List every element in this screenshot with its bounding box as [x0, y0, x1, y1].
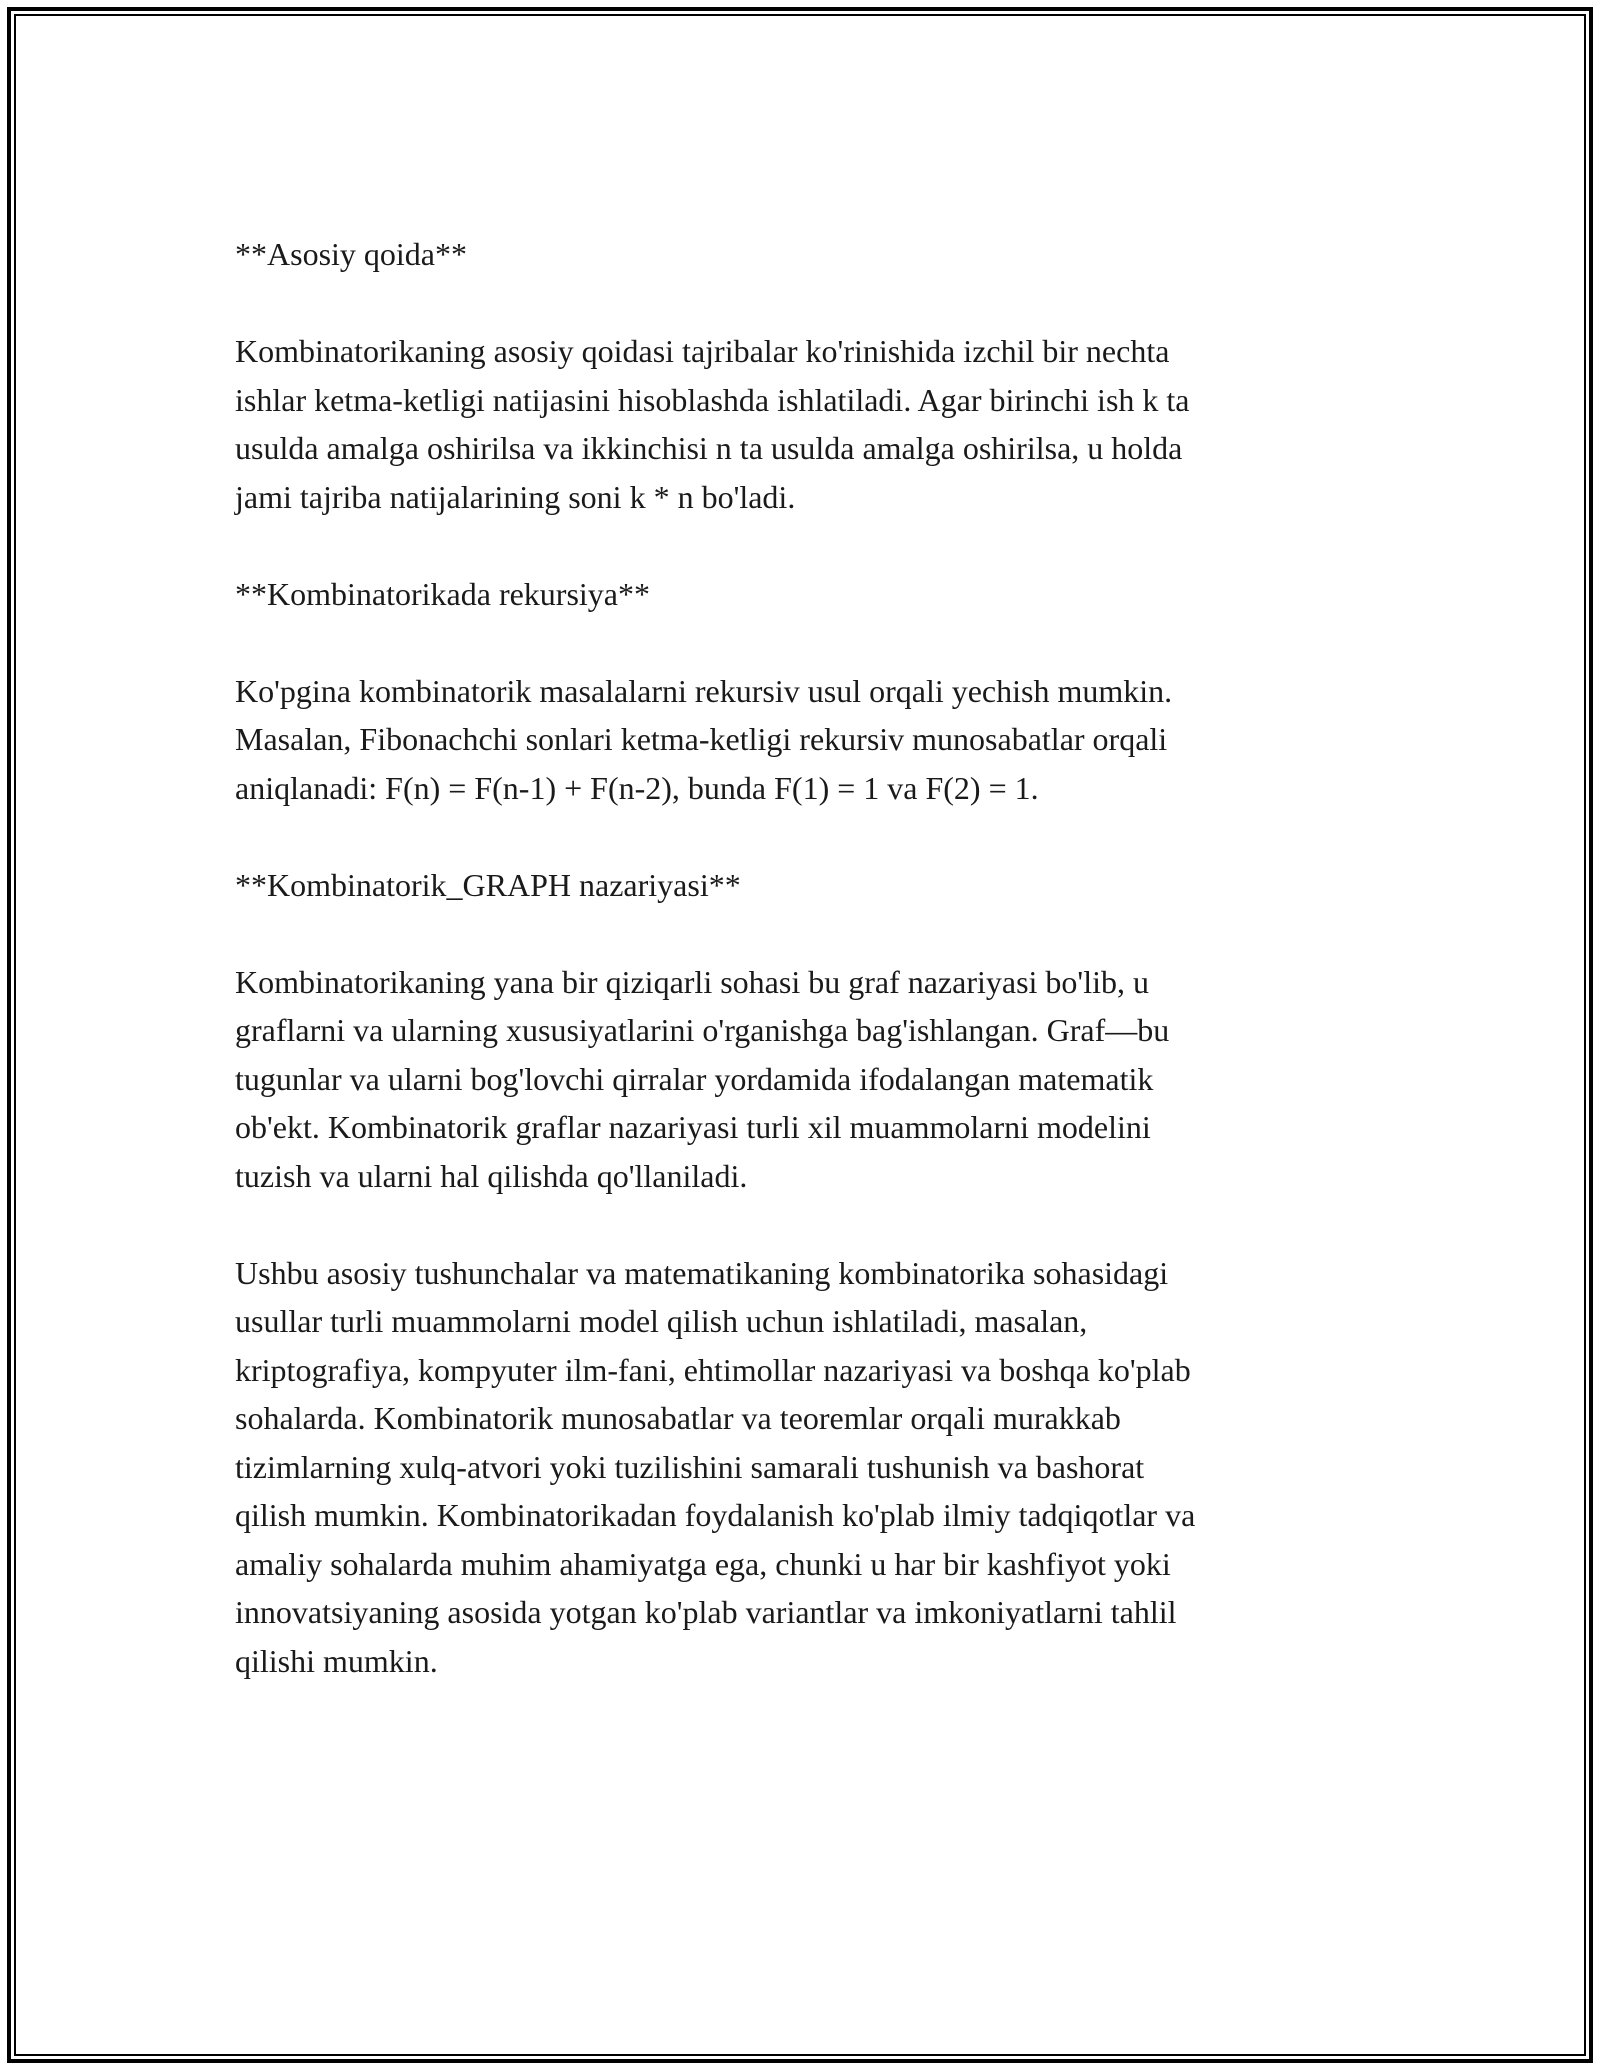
text-line: **Kombinatorik_GRAPH nazariyasi** [235, 866, 741, 903]
text-line: kriptografiya, kompyuter ilm-fani, ehtimollar nazariyasi va boshqa ko'plab [235, 1351, 1191, 1388]
section-heading [235, 570, 1375, 619]
text-line: graflarni va ularning xususiyatlarini o'rganishga bag'ishlangan. Graf—bu [235, 1012, 1170, 1048]
text-line: qilish mumkin. Kombinatorikadan foydalanish ko'plab ilmiy tadqiqotlar va [235, 1497, 1196, 1533]
text-line: qilishi mumkin. [235, 1642, 438, 1679]
paragraph [235, 327, 1375, 521]
text-line: tuzish va ularni hal qilishda qo'llaniladi. [235, 1157, 748, 1194]
text-line: Masalan, Fibonachchi sonlari ketma-ketligi rekursiv munosabatlar orqali [235, 721, 1168, 757]
paragraph [235, 1249, 1375, 1686]
text-line: ishlar ketma-ketligi natijasini hisoblashda ishlatiladi. Agar birinchi ish k ta [235, 381, 1190, 418]
document-body [235, 230, 1375, 1734]
section-heading [235, 861, 1375, 910]
text-line: Ushbu asosiy tushunchalar va matematikaning kombinatorika sohasidagi [235, 1254, 1169, 1291]
text-line: **Kombinatorikada rekursiya** [235, 575, 650, 612]
text-line: **Asosiy qoida** [235, 236, 467, 272]
paragraph [235, 958, 1375, 1201]
text-line: ob'ekt. Kombinatorik graflar nazariyasi turli xil muammolarni modelini [235, 1109, 1151, 1145]
text-line: Kombinatorikaning asosiy qoidasi tajribalar ko'rinishida izchil bir nechta [235, 333, 1170, 369]
text-line: Kombinatorikaning yana bir qiziqarli sohasi bu graf nazariyasi bo'lib, u [235, 963, 1149, 1000]
text-line: innovatsiyaning asosida yotgan ko'plab variantlar va imkoniyatlarni tahlil [235, 1594, 1177, 1630]
text-line: tizimlarning xulq-atvori yoki tuzilishini samarali tushunish va bashorat [235, 1448, 1145, 1485]
text-line: usulda amalga oshirilsa va ikkinchisi n ta usulda amalga oshirilsa, u holda [235, 430, 1183, 466]
text-line: tugunlar va ularni bog'lovchi qirralar yordamida ifodalangan matematik [235, 1060, 1154, 1097]
text-line: aniqlanadi: F(n) = F(n-1) + F(n-2), bunda F(1) = 1 va F(2) = 1. [235, 769, 1039, 806]
text-line: usullar turli muammolarni model qilish uchun ishlatiladi, masalan, [235, 1303, 1088, 1339]
text-line: amaliy sohalarda muhim ahamiyatga ega, chunki u har bir kashfiyot yoki [235, 1545, 1171, 1582]
paragraph [235, 667, 1375, 813]
section-heading [235, 230, 1375, 279]
text-line: sohalarda. Kombinatorik munosabatlar va teoremlar orqali murakkab [235, 1400, 1121, 1436]
text-line: jami tajriba natijalarining soni k * n bo'ladi. [235, 478, 796, 515]
text-line: Ko'pgina kombinatorik masalalarni rekursiv usul orqali yechish mumkin. [235, 672, 1173, 709]
